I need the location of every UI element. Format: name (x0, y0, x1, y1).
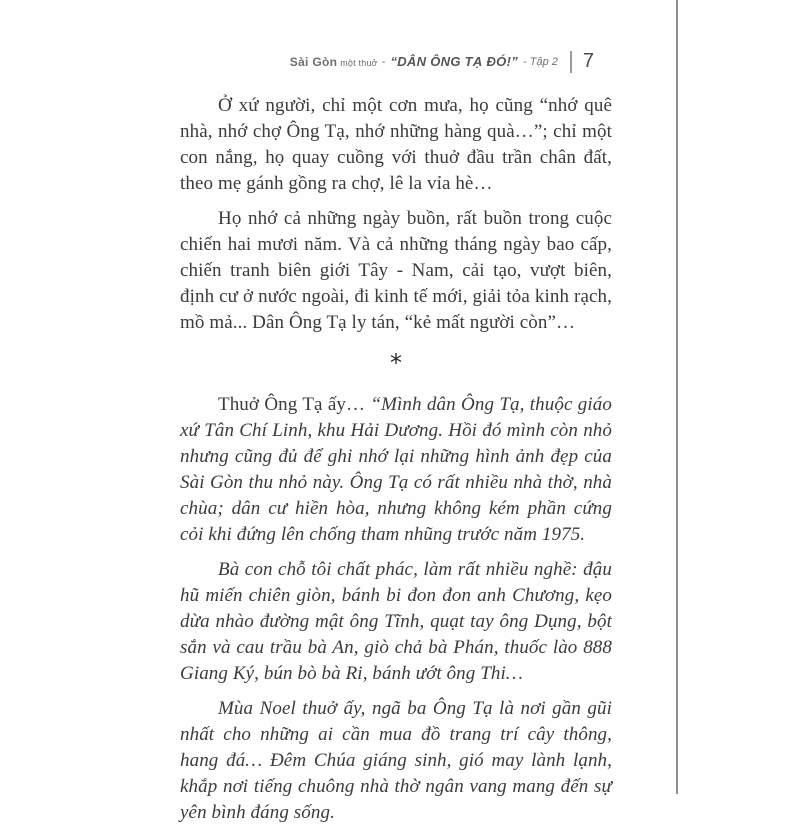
series-title-main: Sài Gòn (289, 54, 338, 69)
paragraph-3 (180, 392, 612, 548)
page-text (180, 93, 612, 835)
paragraph-4: Bà con chỗ tôi chất phác, làm rất nhiều nghề: đậu hũ miến chiên giòn, bánh bi đon đon anh Chương, kẹo dừa nhào đường mật ông Tĩnh, quạt tay ông Dụng, bột sắn và cau trầu bà An, giò chả bà Phán, thuốc lào 888 Giang Ký, bún bò bà Ri, bánh ướt ông Thi… (180, 559, 612, 684)
memoir-lead: Thuở Ông Tạ ấy… (218, 394, 371, 415)
section-divider-asterisk: * (390, 349, 402, 377)
running-header (180, 50, 594, 73)
header-separator-bar (570, 51, 572, 73)
book-title: “DÂN ÔNG TẠ ĐÓ!” (390, 54, 519, 69)
page-number: 7 (582, 50, 594, 72)
page-edge-line (676, 0, 678, 794)
volume-label: - Tập 2 (523, 55, 558, 68)
paragraph-5: Mùa Noel thuở ấy, ngã ba Ông Tạ là nơi gần gũi nhất cho những ai cần mua đồ trang trí cây thông, hang đá… Đêm Chúa giáng sinh, gió may lành lạnh, khắp nơi tiếng chuông nhà thờ ngân vang mang đến sự yên bình đáng sống. (180, 698, 612, 823)
memoir-quote-1: “Mình dân Ông Tạ, thuộc giáo xứ Tân Chí Linh, khu Hải Dương. Hồi đó mình còn nhỏ nhưng cũng đủ để ghi nhớ lại những hình ảnh đẹp của Sài Gòn thu nhỏ này. Ông Tạ có rất nhiều nhà thờ, nhà chùa; dân cư hiền hòa, nhưng không kém phần cứng cỏi khi đứng lên chống tham nhũng trước năm 1975. (180, 394, 612, 545)
series-title (290, 53, 378, 71)
header-dash: - (381, 55, 386, 68)
paragraph-2: Họ nhớ cả những ngày buồn, rất buồn trong cuộc chiến hai mươi năm. Và cả những tháng ngày bao cấp, chiến tranh biên giới Tây - Nam, cải tạo, vượt biên, định cư ở nước ngoài, đi kinh tế mới, giải tỏa kinh rạch, mồ mả... Dân Ông Tạ ly tán, “kẻ mất người còn”… (180, 208, 612, 333)
paragraph-1: Ở xứ người, chỉ một cơn mưa, họ cũng “nhớ quê nhà, nhớ chợ Ông Tạ, nhớ những hàng quà…”; chỉ một con nắng, họ quay cuồng với thuở đầu trần chân đất, theo mẹ gánh gồng ra chợ, lê la vỉa hè… (180, 95, 612, 194)
series-title-sub: một thuở (340, 57, 378, 68)
